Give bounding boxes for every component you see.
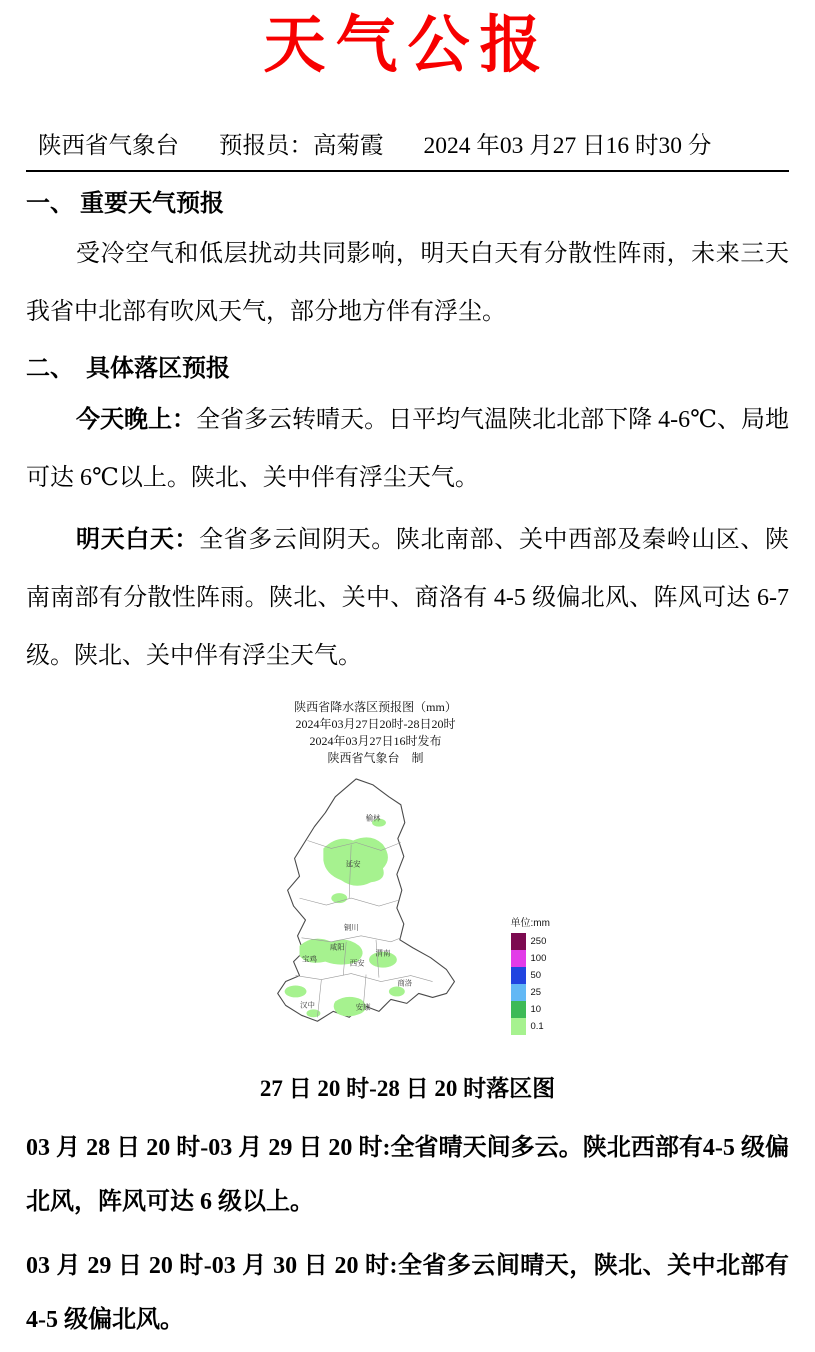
map-titles <box>294 699 457 767</box>
city-label: 铜川 <box>343 922 359 932</box>
tomorrow-paragraph <box>26 511 789 685</box>
tonight-text: 全省多云转晴天。日平均气温陕北北部下降 4-6℃、局地可达 6℃以上。陕北、关中伴有浮尘天气。 <box>26 407 789 492</box>
tomorrow-label: 明天白天： <box>76 527 200 554</box>
legend-value: 0.1 <box>530 1021 544 1033</box>
legend-row <box>511 1018 565 1035</box>
shaanxi-province-map <box>251 771 501 1059</box>
legend-row <box>511 950 565 967</box>
tomorrow-text: 全省多云间阴天。陕北南部、关中西部及秦岭山区、陕南南部有分散性阵雨。陕北、关中、商洛有 4-5 级偏北风、阵风可达 6-7 级。陕北、关中伴有浮尘天气。 <box>26 527 790 670</box>
precipitation-map-figure <box>26 699 789 1059</box>
legend-value: 50 <box>530 970 542 982</box>
tonight-label: 今天晚上： <box>76 407 197 434</box>
legend-swatch <box>511 933 526 950</box>
map-legend <box>511 914 565 1035</box>
header-divider <box>26 170 789 172</box>
city-label: 安康 <box>355 1002 371 1012</box>
weather-bulletin-page <box>0 2 815 1347</box>
legend-title: 单位:mm <box>510 918 550 930</box>
page-title: 天气公报 <box>263 12 552 80</box>
legend-swatch <box>511 1018 526 1035</box>
map-column <box>251 699 501 1059</box>
legend-swatch <box>511 967 526 984</box>
city-label: 西安 <box>349 958 365 968</box>
map-title-line1: 陕西省降水落区预报图（mm） <box>294 700 457 715</box>
map-title-line3: 2024年03月27日16时发布 <box>309 734 442 749</box>
map-caption: 27 日 20 时-28 日 20 时落区图 <box>259 1076 556 1102</box>
map-title-line4: 陕西省气象台 制 <box>327 751 424 766</box>
city-label: 宝鸡 <box>301 954 317 964</box>
legend-row <box>511 984 565 1001</box>
city-label: 商洛 <box>396 978 412 988</box>
tonight-paragraph <box>26 391 789 507</box>
report-meta <box>26 126 789 160</box>
map-title-line2: 2024年03月27日20时-28日20时 <box>295 717 456 732</box>
section2-heading: 二、 具体落区预报 <box>26 356 230 383</box>
legend-value: 10 <box>530 1004 542 1016</box>
forecaster-name: 预报员：高菊霞 <box>219 132 384 159</box>
city-label: 咸阳 <box>329 942 345 952</box>
precip-area <box>284 986 306 998</box>
forecast-day3-paragraph: 03 月 29 日 20 时-03 月 30 日 20 时:全省多云间晴天，陕北、关中北部有 4-5 级偏北风。 <box>26 1253 789 1334</box>
legend-swatch <box>511 1001 526 1018</box>
forecast-day2-paragraph: 03 月 28 日 20 时-03 月 29 日 20 时:全省晴天间多云。陕北西部有4-5 级偏北风，阵风可达 6 级以上。 <box>26 1135 789 1216</box>
legend-swatch <box>511 950 526 967</box>
city-label: 榆林 <box>365 813 380 823</box>
station-name: 陕西省气象台 <box>38 132 179 159</box>
legend-value: 250 <box>530 936 547 948</box>
city-label: 延安 <box>345 859 361 869</box>
legend-swatch <box>511 984 526 1001</box>
legend-row <box>511 967 565 984</box>
precip-area <box>388 987 404 997</box>
city-label: 汉中 <box>299 1000 315 1010</box>
legend-value: 100 <box>530 953 547 965</box>
section1-heading: 一、 重要天气预报 <box>26 190 224 217</box>
city-label: 渭南 <box>375 948 390 958</box>
legend-value: 25 <box>530 987 542 999</box>
report-datetime: 2024 年03 月27 日16 时30 分 <box>423 132 712 159</box>
legend-row <box>511 933 565 950</box>
legend-row <box>511 1001 565 1018</box>
section1-body: 受冷空气和低层扰动共同影响，明天白天有分散性阵雨，未来三天我省中北部有吹风天气，部分地方伴有浮尘。 <box>26 241 789 326</box>
